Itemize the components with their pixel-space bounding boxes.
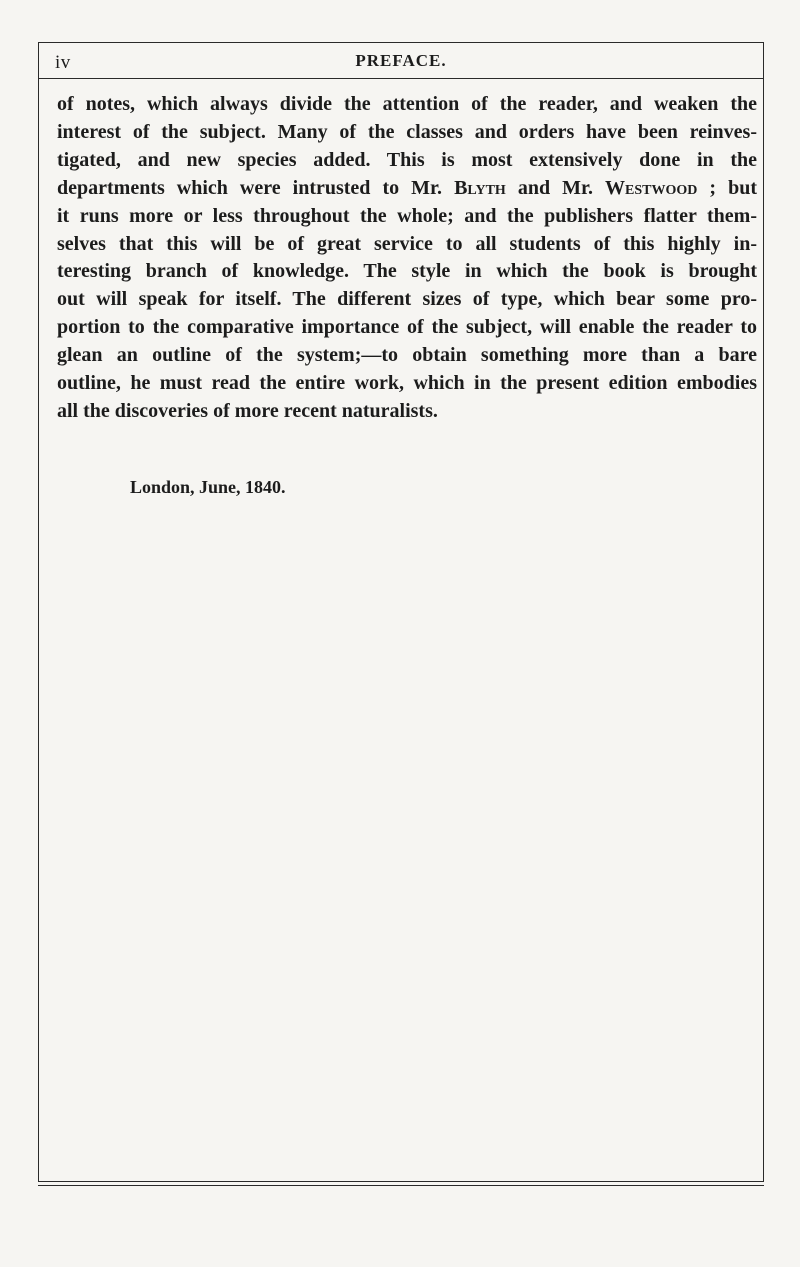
signoff-place-date: London, June, 1840. xyxy=(130,477,286,497)
text-fragment: ; but xyxy=(697,176,757,199)
running-head: PREFACE. xyxy=(355,51,447,70)
page-number: iv xyxy=(55,52,71,73)
bottom-rule xyxy=(38,1185,764,1186)
text-line xyxy=(57,175,757,203)
text-line: of notes, which always divide the attention of the reader, and weaken the xyxy=(57,93,757,115)
preface-paragraph xyxy=(57,91,757,426)
author-name-blyth: Blyth xyxy=(454,176,506,199)
text-line: interest of the subject. Many of the classes and orders have been reinves- xyxy=(57,120,757,143)
text-line: selves that this will be of great service to all students of this highly in- xyxy=(57,232,757,255)
text-line: all the discoveries of more recent naturalists. xyxy=(57,399,438,422)
author-name-westwood: Westwood xyxy=(605,176,698,199)
text-line: out will speak for itself. The different sizes of type, which bear some pro- xyxy=(57,288,757,311)
page-header xyxy=(38,46,764,76)
text-line: it runs more or less throughout the whole; and the publishers flatter them- xyxy=(57,204,757,227)
text-line: tigated, and new species added. This is most extensively done in the xyxy=(57,148,757,171)
text-fragment: departments which were intrusted to Mr. xyxy=(57,176,455,199)
header-rule xyxy=(38,78,764,79)
text-line: outline, he must read the entire work, which in the present edition embodies xyxy=(57,372,757,395)
text-line: portion to the comparative importance of the subject, will enable the reader to xyxy=(57,316,757,339)
text-fragment: and Mr. xyxy=(505,176,606,199)
text-line: glean an outline of the system;—to obtain something more than a bare xyxy=(57,344,757,367)
text-line: teresting branch of knowledge. The style in which the book is brought xyxy=(57,260,757,283)
